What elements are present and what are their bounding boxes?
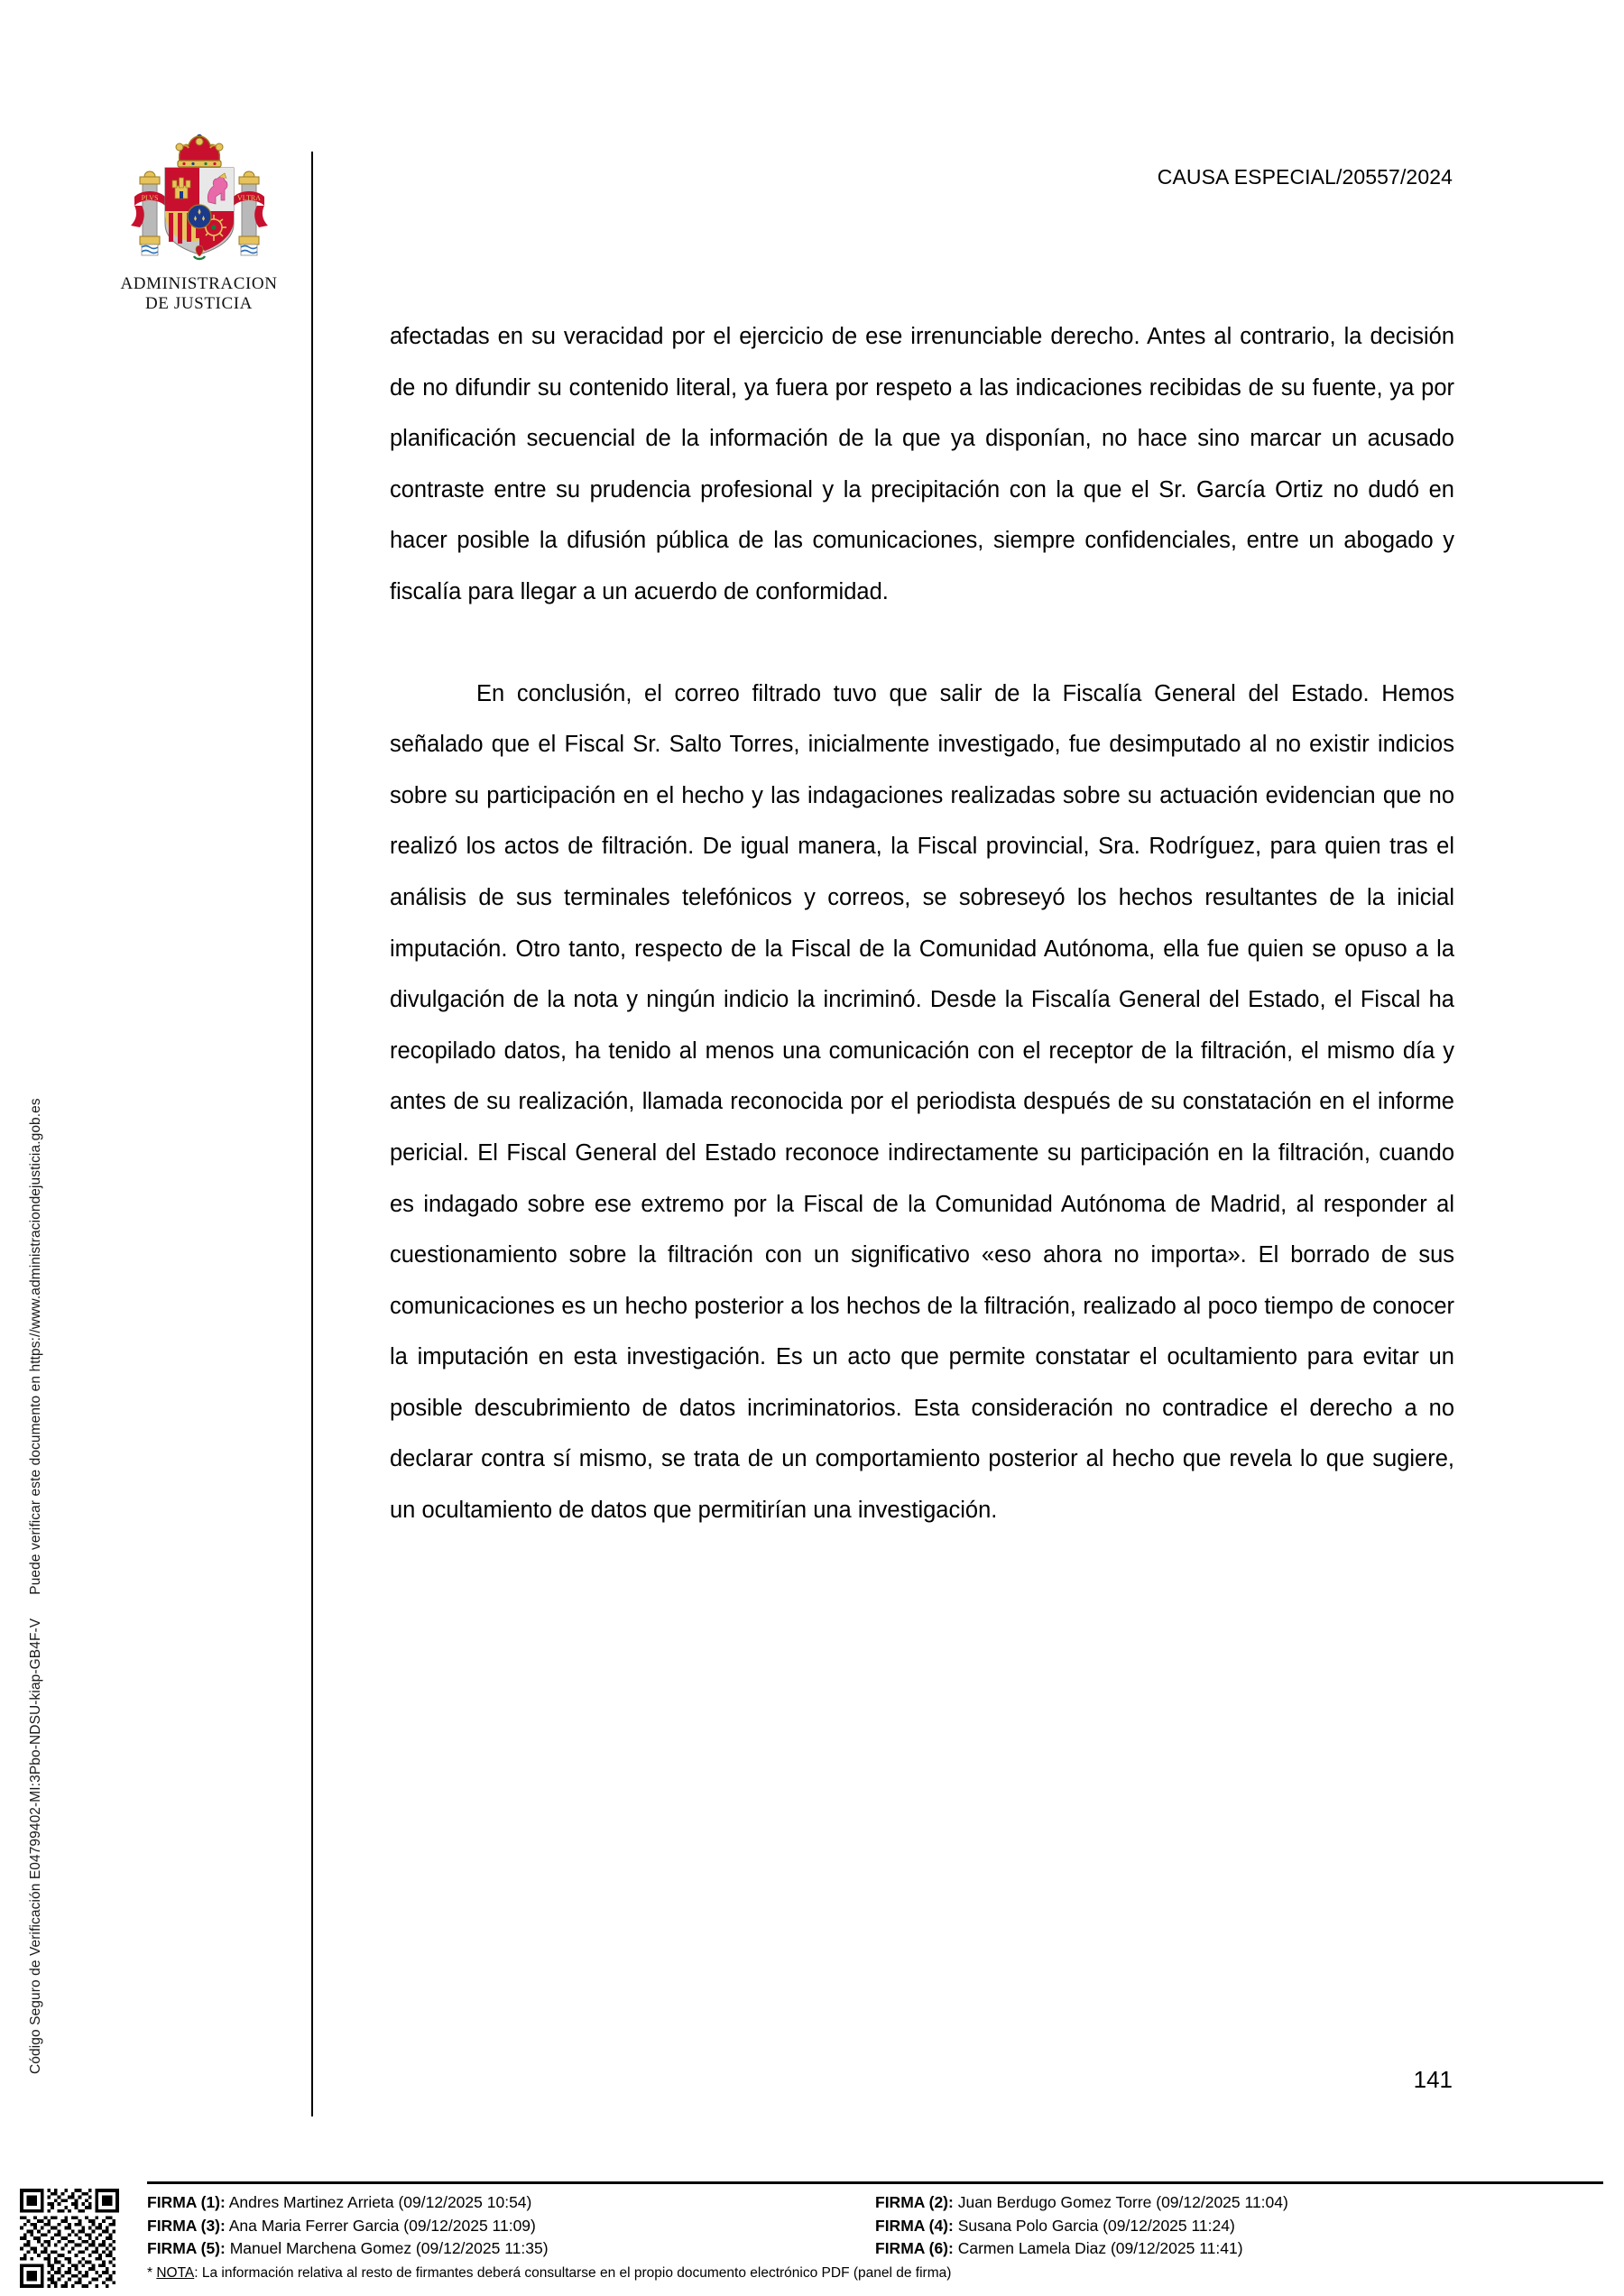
signature-row [875,2191,1603,2215]
signature-value: Susana Polo Garcia (09/12/2025 11:24) [957,2216,1235,2235]
signature-column-right [875,2191,1603,2261]
signature-value: Andres Martinez Arrieta (09/12/2025 10:54) [228,2193,532,2211]
signature-column-left [147,2191,875,2261]
page-number: 141 [1413,2066,1453,2093]
emblem-caption-line1: ADMINISTRACION [120,274,278,293]
signature-label: FIRMA (1): [147,2193,226,2211]
body-paragraph-2: En conclusión, el correo filtrado tuvo que salir de la Fiscalía General del Estado. Hemos señalado que el Fiscal Sr. Salto Torres, inicialmente investigado, fue desimputado al no existir indicios sobre su participación en el hecho y las indagaciones realizadas sobre su actuación evidencian que no realizó los actos de filtración. De igual manera, la Fiscal provincial, Sra. Rodríguez, para quien tras el análisis de sus terminales telefónicos y correos, se sobreseyó los hechos resultantes de la inicial imputación. Otro tanto, respecto de la Fiscal de la Comunidad Autónoma, ella fue quien se opuso a la divulgación de la nota y ningún indicio la incriminó. Desde la Fiscalía General del Estado, el Fiscal ha recopilado datos, ha tenido al menos una comunicación con el receptor de la filtración, el mismo día y antes de su realización, llamada reconocida por el periodista después de su constatación en el informe pericial. El Fiscal General del Estado reconoce indirectamente su participación en la filtración, cuando es indagado sobre ese extremo por la Fiscal de la Comunidad Autónoma de Madrid, al responder al cuestionamiento sobre la filtración con un significativo «eso ahora no importa». El borrado de sus comunicaciones es un hecho posterior a los hechos de la filtración, realizado al poco tiempo de conocer la imputación en esta investigación. Es un acto que permite constatar el ocultamiento para evitar un posible descubrimiento de datos incriminatorios. Esta consideración no contradice el derecho a no declarar contra sí mismo, se trata de un comportamiento posterior al hecho que revela lo que sugiere, un ocultamiento de datos que permitirían una investigación. [390,680,1454,1524]
footer-divider-rule [147,2181,1603,2184]
emblem-caption-line2: DE JUSTICIA [144,294,253,314]
coat-of-arms-icon [118,126,281,271]
signature-label: FIRMA (3): [147,2216,226,2235]
footer-note-prefix: * [147,2265,157,2281]
case-reference-header: CAUSA ESPECIAL/20557/2024 [1157,165,1453,189]
svg-text:PLVS: PLVS [141,194,158,202]
footer-note-text: : La información relativa al resto de firmantes deberá consultarse en el propio documento electrónico PDF (panel de firma) [194,2265,952,2281]
signature-value: Manuel Marchena Gomez (09/12/2025 11:35) [229,2239,549,2257]
signature-label: FIRMA (2): [875,2193,954,2211]
document-footer [0,2181,1624,2296]
svg-text:VLTRA: VLTRA [236,194,261,202]
signature-label: FIRMA (5): [147,2239,226,2257]
margin-divider-rule [311,152,313,2116]
qr-code [20,2189,119,2288]
signature-row [147,2237,875,2261]
verification-url-text: Puede verificar este documento en https://www.administraciondejusticia.gob.es [28,1098,43,1595]
signature-grid [147,2191,1603,2261]
verification-code: Código Seguro de Verificación E04799402-MI:3Pbo-NDSU-kiap-GB4F-V [28,1618,43,2074]
signature-row [875,2215,1603,2238]
signature-label: FIRMA (4): [875,2216,954,2235]
verification-strip-text [28,89,44,2074]
signature-row [147,2215,875,2238]
signature-value: Ana Maria Ferrer Garcia (09/12/2025 11:09) [228,2216,536,2235]
signature-value: Juan Berdugo Gomez Torre (09/12/2025 11:04) [957,2193,1288,2211]
signature-row [147,2191,875,2215]
qr-code-icon [20,2189,119,2288]
coat-of-arms-emblem [97,126,300,315]
body-paragraph-1: afectadas en su veracidad por el ejercicio de ese irrenunciable derecho. Antes al contrario, la decisión de no difundir su contenido literal, ya fuera por respeto a las indicaciones recibidas de su fuente, ya por planificación secuencial de la información de la que ya disponían, no hace sino marcar un acusado contraste entre su prudencia profesional y la precipitación con la que el Sr. García Ortiz no dudó en hacer posible la difusión pública de las comunicaciones, siempre confidenciales, entre un abogado y fiscalía para llegar a un acuerdo de conformidad. [390,324,1454,604]
emblem-caption [97,274,300,315]
signature-row [875,2237,1603,2261]
document-body [390,311,1454,1536]
signature-value: Carmen Lamela Diaz (09/12/2025 11:41) [957,2239,1243,2257]
footer-note-keyword: NOTA [156,2265,195,2281]
footer-note [147,2265,951,2282]
signature-label: FIRMA (6): [875,2239,954,2257]
verification-strip [0,0,63,2165]
